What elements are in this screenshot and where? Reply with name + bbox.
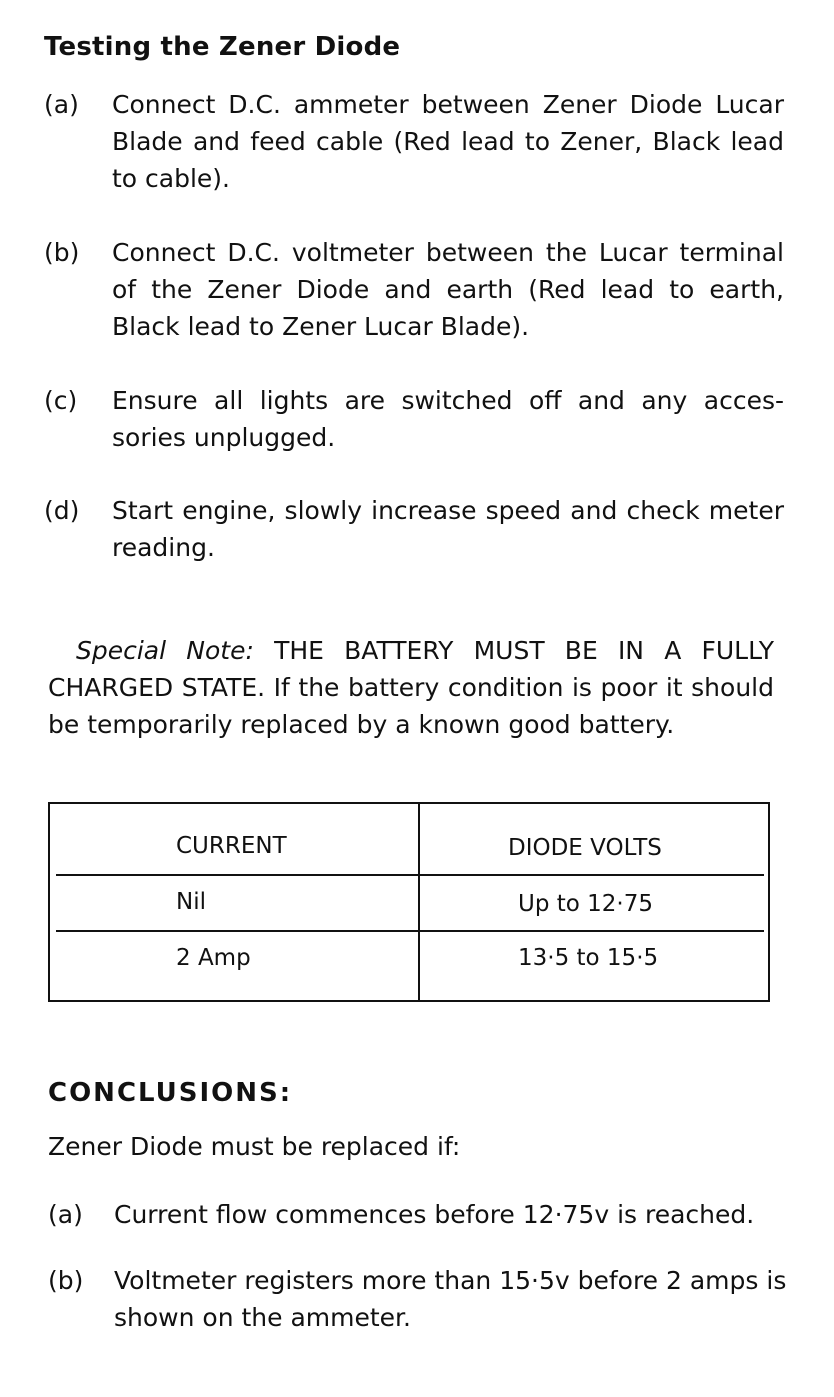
conclusion-text: Current flow commences before 12·75v is reached. bbox=[114, 1200, 755, 1229]
step-b bbox=[44, 234, 784, 345]
conclusion-b bbox=[48, 1262, 788, 1336]
step-d bbox=[44, 492, 784, 566]
table-divider-vertical bbox=[418, 804, 420, 1000]
special-note bbox=[48, 632, 774, 743]
step-marker: (d) bbox=[44, 496, 80, 525]
step-c bbox=[44, 382, 784, 456]
table-cell: Nil bbox=[176, 889, 206, 915]
conclusion-a bbox=[48, 1196, 788, 1233]
conclusion-marker: (a) bbox=[48, 1200, 83, 1229]
conclusions-title: CONCLUSIONS: bbox=[48, 1078, 293, 1108]
step-text: Start engine, slowly increase speed and check meter reading. bbox=[112, 496, 784, 562]
step-text: Connect D.C. voltmeter between the Lucar terminal of the Zener Diode and earth (Red lead to earth, Black lead to Zener Lucar Blade). bbox=[112, 238, 784, 341]
step-text: Connect D.C. ammeter between Zener Diode Lucar Blade and feed cable (Red lead to Zener, Black lead to cable). bbox=[112, 90, 784, 193]
table-divider-horizontal bbox=[56, 874, 764, 876]
table-divider-horizontal bbox=[56, 930, 764, 932]
step-marker: (a) bbox=[44, 90, 79, 119]
step-text: Ensure all lights are switched off and any acces- sories unplugged. bbox=[112, 386, 784, 452]
note-body: THE BATTERY MUST BE IN A FULLY CHARGED STATE. If the battery condition is poor it should be temporarily replaced by a known good battery. bbox=[48, 636, 774, 739]
table-cell: Up to 12·75 bbox=[518, 891, 653, 917]
step-marker: (b) bbox=[44, 238, 80, 267]
conclusions-intro: Zener Diode must be replaced if: bbox=[48, 1132, 461, 1161]
conclusion-text: Voltmeter registers more than 15·5v before 2 amps is shown on the ammeter. bbox=[114, 1266, 787, 1332]
step-marker: (c) bbox=[44, 386, 78, 415]
step-a bbox=[44, 86, 784, 197]
note-lead: Special Note: bbox=[76, 636, 254, 665]
table-header-diode-volts: DIODE VOLTS bbox=[508, 835, 662, 861]
conclusion-marker: (b) bbox=[48, 1266, 84, 1295]
table-cell: 13·5 to 15·5 bbox=[518, 945, 659, 971]
section-heading: Testing the Zener Diode bbox=[44, 32, 401, 62]
table-header-current: CURRENT bbox=[176, 833, 287, 859]
table-cell: 2 Amp bbox=[176, 945, 251, 971]
voltage-table bbox=[48, 802, 770, 1002]
